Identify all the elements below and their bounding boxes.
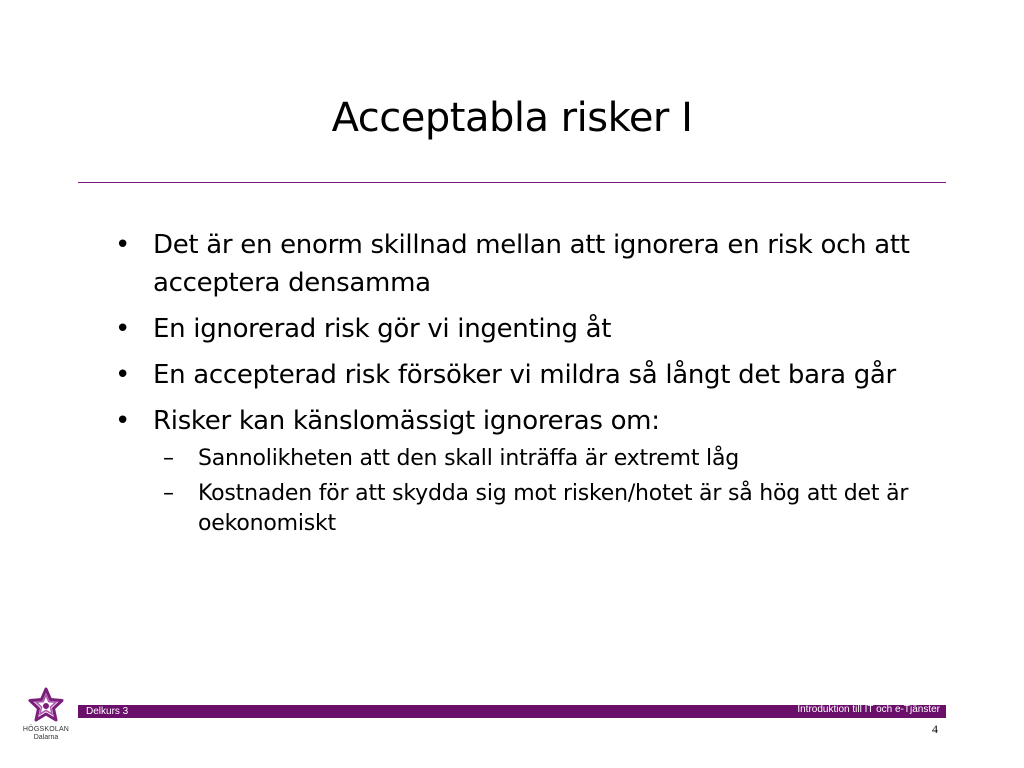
footer-bar xyxy=(78,705,946,718)
bullet-marker: • xyxy=(115,314,131,344)
title-divider xyxy=(78,182,946,183)
sub-bullet-marker: – xyxy=(163,481,174,506)
page-number: 4 xyxy=(932,722,938,736)
bullet-marker: • xyxy=(115,406,131,436)
bullet-marker: • xyxy=(115,230,131,260)
bullet-text: En ignorerad risk gör vi ingenting åt xyxy=(153,314,612,344)
star-flower-icon xyxy=(26,686,66,726)
university-logo xyxy=(22,686,70,742)
sub-bullet-text: Kostnaden för att skydda sig mot risken/hotet är så hög att det är oekonomiskt xyxy=(198,481,909,536)
bullet-item xyxy=(114,356,914,394)
logo-text-line1: HÖGSKOLAN xyxy=(22,726,70,733)
logo-text-line2: Dalarna xyxy=(33,734,59,741)
bullet-marker: • xyxy=(115,360,131,390)
footer-course-title: Introduktion till IT och e-Tjänster xyxy=(797,704,940,715)
sub-bullet-list xyxy=(153,444,914,539)
bullet-item xyxy=(114,226,914,302)
sub-bullet-item xyxy=(153,444,914,474)
bullet-text: Risker kan känslomässigt ignoreras om: xyxy=(153,406,660,436)
sub-bullet-item xyxy=(153,479,914,539)
slide-title: Acceptabla risker I xyxy=(331,95,693,141)
bullet-list xyxy=(114,226,914,547)
bullet-item xyxy=(114,402,914,539)
bullet-text: En accepterad risk försöker vi mildra så långt det bara går xyxy=(153,360,896,390)
sub-bullet-text: Sannolikheten att den skall inträffa är extremt låg xyxy=(198,446,740,471)
bullet-text: Det är en enorm skillnad mellan att ignorera en risk och att acceptera densamma xyxy=(153,230,910,298)
footer-section-label: Delkurs 3 xyxy=(86,706,129,717)
sub-bullet-marker: – xyxy=(163,446,174,471)
bullet-item xyxy=(114,310,914,348)
